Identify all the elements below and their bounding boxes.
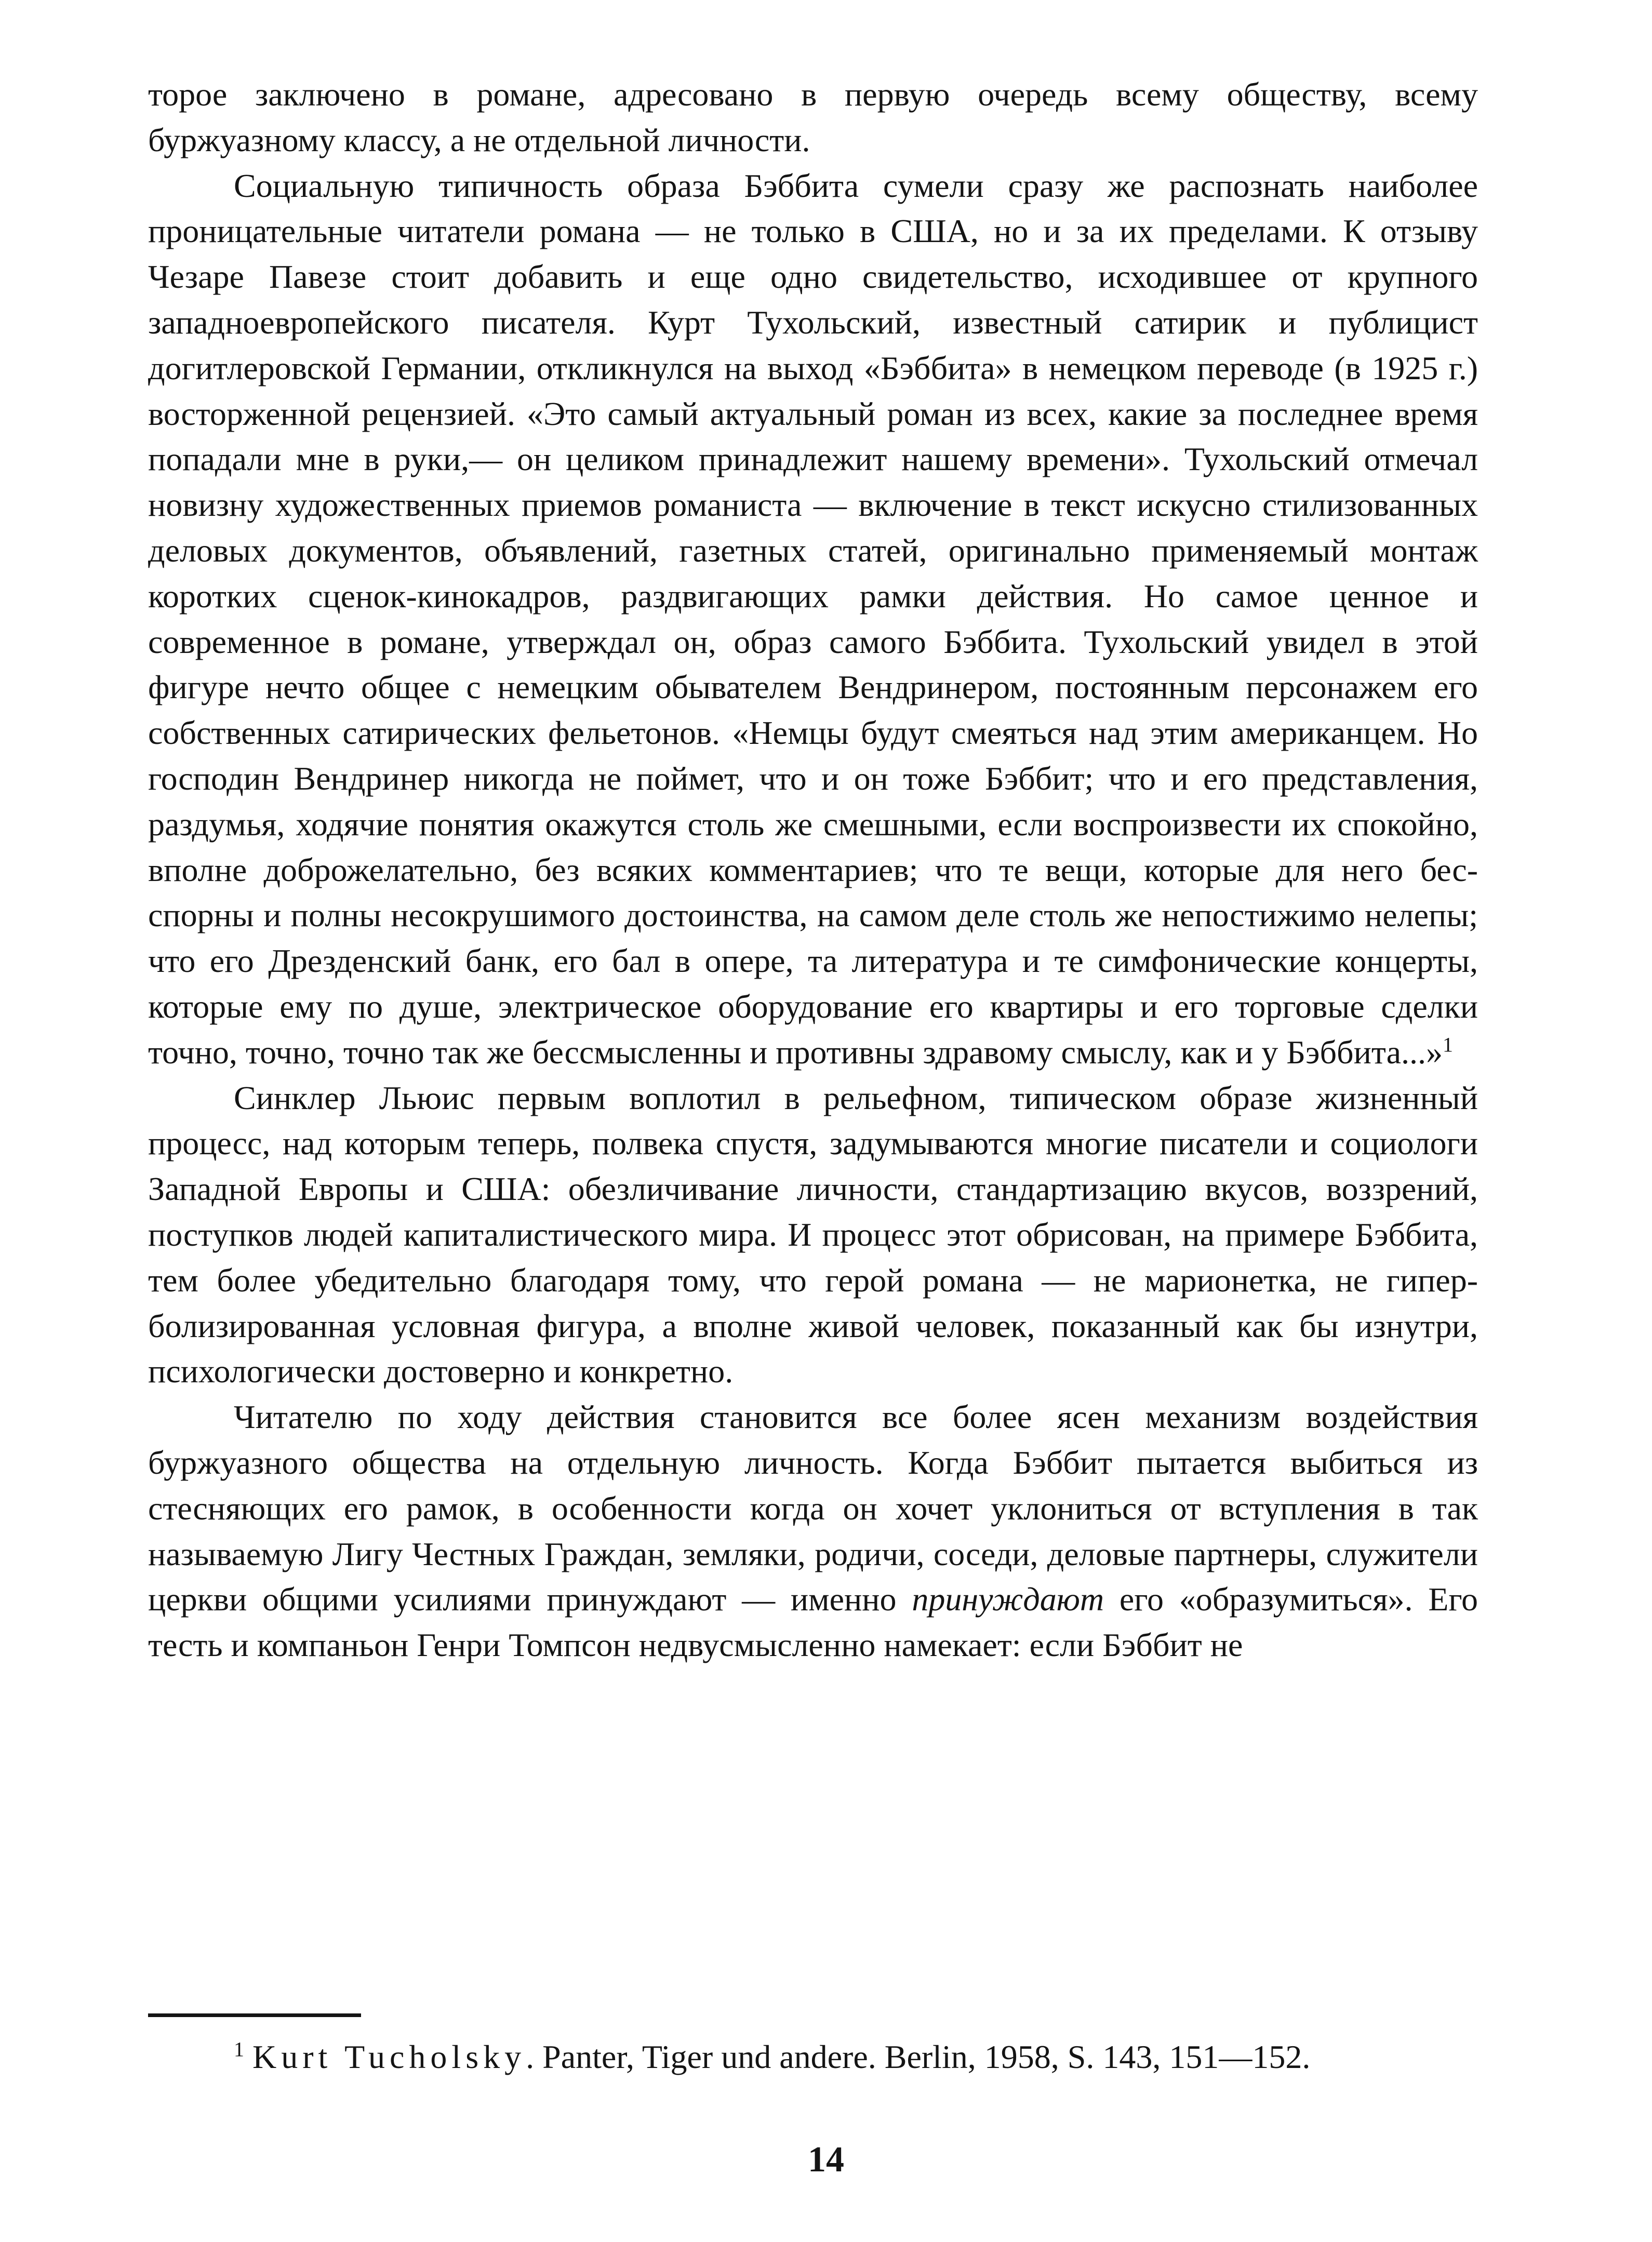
- paragraph-tucholsky: [148, 163, 1478, 1075]
- emphasis-word: принуждают: [912, 1581, 1104, 1618]
- page-body: [148, 72, 1478, 1668]
- paragraph-lewis: Синклер Льюис первым воплотил в рельефном, типическом образе жизненный процесс, над которым теперь, полвека спустя, задумываются многие писатели и социологи Западной Европы и США: обезличивание личности, стандартизацию вкусов, воззрений, поступков людей капиталистического мира. И процесс этот обрисован, на примере Бэббита, тем более убедительно благодаря тому, что герой романа — не марионетка, не гиперболизированная условная фигура, а вполне живой человек, показанный как бы изнутри, психологически достоверно и конкретно.: [148, 1079, 1478, 1390]
- footnote: [148, 2034, 1478, 2080]
- page-number: 14: [808, 2140, 844, 2180]
- footnote-citation: . Panter, Tiger und andere. Berlin, 1958, S. 143, 151—152.: [526, 2038, 1311, 2075]
- paragraph-mechanism-text-end: его «образумиться». Его тесть и компаньон Генри Томпсон недвусмысленно намекает: если Бэббит не: [148, 1581, 1478, 1664]
- footnote-divider: [148, 2013, 361, 2017]
- paragraph-continuation: торое заключено в романе, адресовано в первую очередь всему обществу, всему буржуазному классу, а не отдельной личности.: [148, 76, 1478, 158]
- paragraph-tucholsky-text: Социальную типичность образа Бэббита сумели сразу же распознать наиболее проницательные читатели романа — не только в США, но и за их пределами. К отзыву Чезаре Павезе стоит добавить и еще одно свидетельство, исходившее от крупного западноевропейского писателя. Курт Тухольский, известный сатирик и публицист догитлеровской Германии, откликнулся на выход «Бэббита» в немецком переводе (в 1925 г.) восторженной рецензией. «Это самый актуальный роман из всех, какие за последнее время попадали мне в руки,— он целиком принадлежит нашему времени». Тухольский отмечал новизну художественных приемов романиста — включение в текст искусно стилизованных деловых документов, объявлений, газетных статей, оригинально применяемый монтаж коротких сценок-кинокадров, раздвигающих рамки действия. Но самое ценное и современное в романе, утверждал он, образ самого Бэббита. Тухольский увидел в этой фигуре нечто общее с немецким обывателем Вендринером, постоянным персонажем его собственных сатирических фельетонов. «Немцы будут смеяться над этим американцем. Но господин Вендринер никогда не поймет, что и он тоже Бэббит; что и его представления, раздумья, ходячие понятия окажутся столь же смешными, если воспроизвести их спокойно, вполне доброжелательно, без всяких комментариев; что те вещи, которые для него бесспорны и полны несокрушимого достоинства, на самом деле столь же непостижимо нелепы; что его Дрезденский банк, его бал в опере, та литература и те симфонические концерты, которые ему по душе, электрическое оборудование его квартиры и его торговые сделки точно, точно, точно так же бессмысленны и противны здравому смыслу, как и у Бэббита...»: [148, 167, 1478, 1071]
- paragraph-mechanism: [148, 1394, 1478, 1668]
- footnote-author: Kurt Tucholsky: [252, 2038, 526, 2075]
- footnote-number: 1: [234, 2037, 244, 2061]
- paragraph-mechanism-text-start: Читателю по ходу действия становится все более ясен механизм воздействия буржуазного общества на отдельную личность. Когда Бэббит пытается выбиться из стесняющих его рамок, в особенности когда он хочет уклониться от вступления в так называемую Лигу Честных Граждан, земляки, родичи, соседи, деловые партнеры, служители церкви общими усилиями принуждают — именно: [148, 1398, 1478, 1618]
- footnote-reference[interactable]: 1: [1443, 1033, 1453, 1057]
